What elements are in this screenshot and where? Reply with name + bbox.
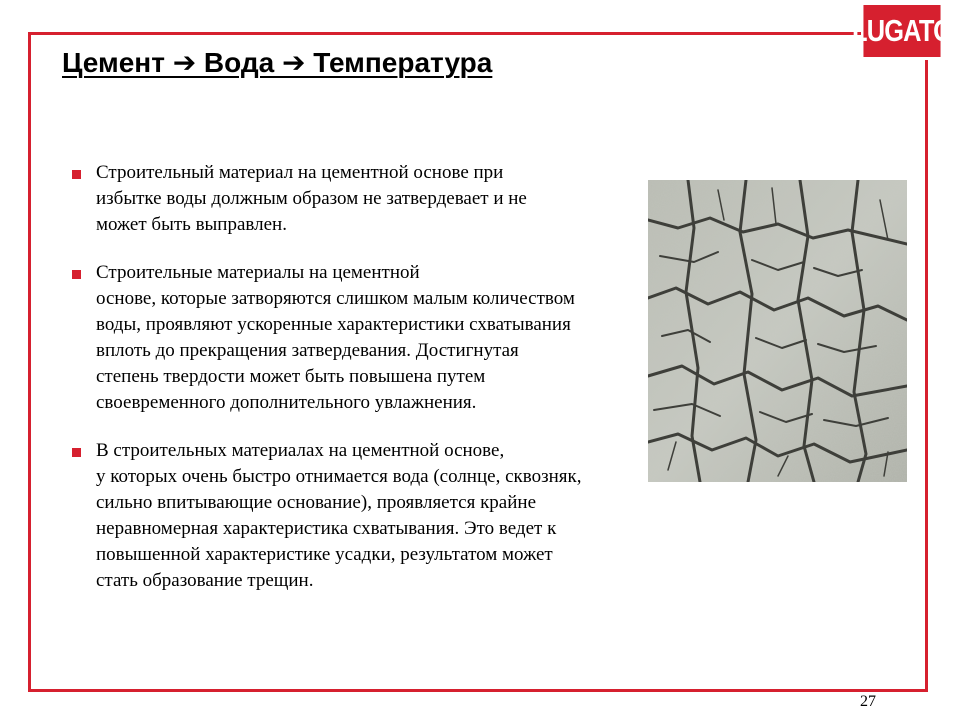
bullet-item — [66, 260, 726, 416]
slide-title: Цемент ➔ Вода ➔ Температура — [62, 47, 493, 78]
square-bullet-icon — [72, 170, 81, 179]
bullet-text: В строительных материалах на цементной основе, у которых очень быстро отнимается вода (солнце, сквозняк, сильно впитывающие основание), проявляется крайне неравномерная характеристика схватывания. Это ведет к повышенной характеристике усадки, результатом может стать образование трещин. — [96, 440, 582, 591]
bullet-text: Строительный материал на цементной основе при избытке воды должным образом не затвердевает и не может быть выправлен. — [96, 162, 527, 235]
lugato-logo — [851, 2, 953, 60]
square-bullet-icon — [72, 270, 81, 279]
bullet-list — [66, 160, 726, 616]
cracked-earth-photo — [648, 180, 907, 482]
square-bullet-icon — [72, 448, 81, 457]
logo-text: LUGATO — [851, 13, 953, 48]
bullet-text: Строительные материалы на цементной основе, которые затворяются слишком малым количеством воды, проявляют ускоренные характеристики схватывания вплоть до прекращения затвердевания. Достигнутая степень твердости может быть повышена путем своевременного дополнительного увлажнения. — [96, 262, 575, 413]
page-number: 27 — [860, 693, 876, 710]
cracked-earth-image — [648, 180, 907, 482]
bullet-item — [66, 438, 726, 594]
bullet-item — [66, 160, 726, 238]
